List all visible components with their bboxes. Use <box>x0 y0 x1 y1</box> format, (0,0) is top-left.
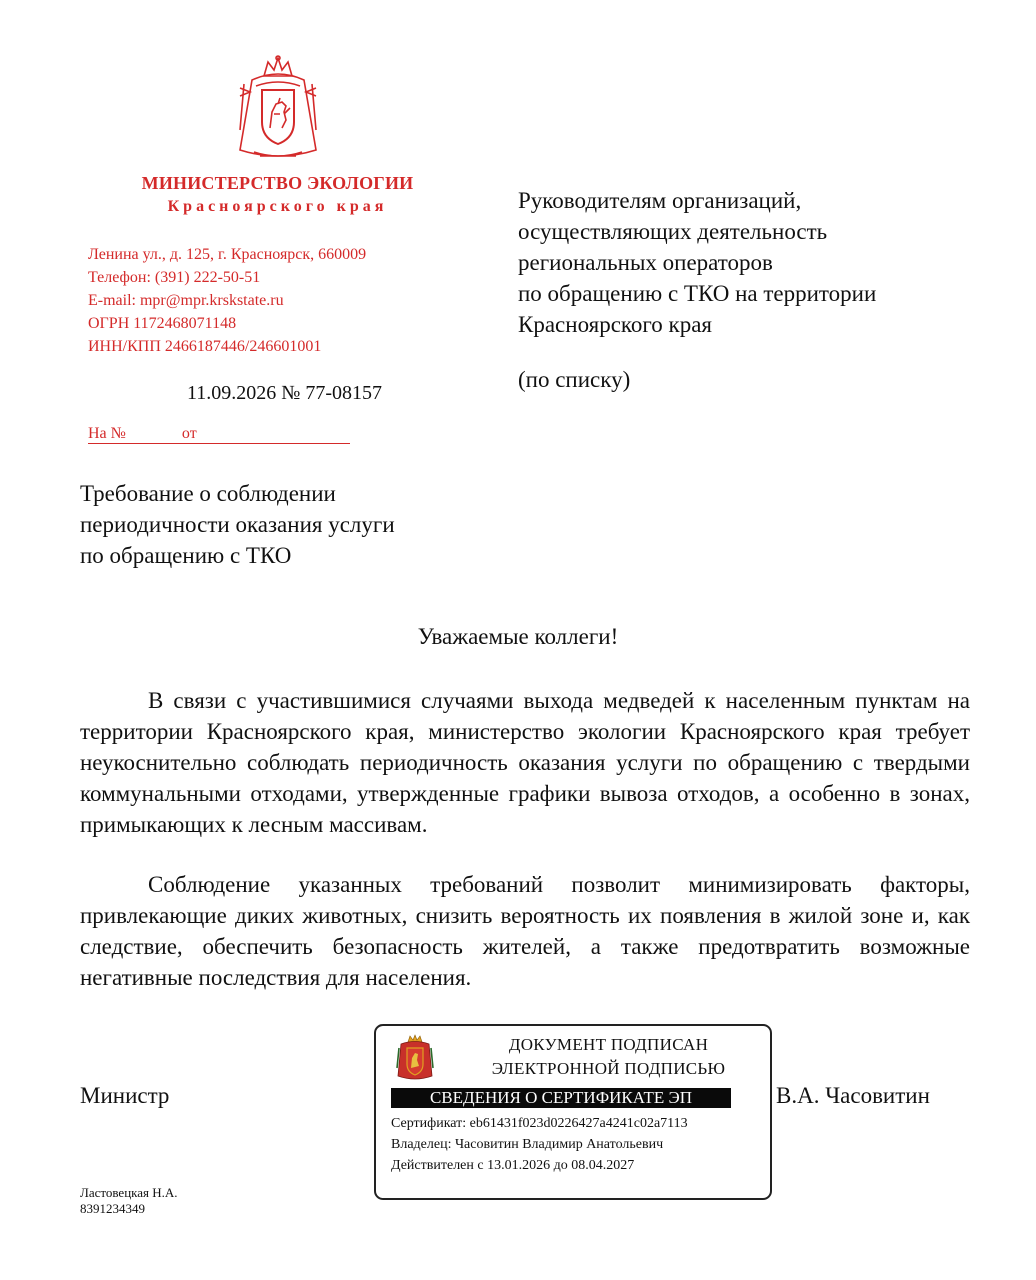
executor-phone: 8391234349 <box>80 1201 145 1216</box>
reply-reference: На № от <box>88 425 350 444</box>
signer-name: В.А. Часовитин <box>776 1083 930 1108</box>
address-line: Ленина ул., д. 125, г. Красноярск, 660009 <box>88 246 367 263</box>
signer-title: Министр <box>80 1083 170 1108</box>
stamp-heading: ДОКУМЕНТ ПОДПИСАН <box>508 1035 709 1054</box>
stamp-coat-of-arms-icon <box>396 1034 434 1082</box>
subject-block <box>80 478 500 571</box>
ogrn-line: ОГРН 1172468071148 <box>88 315 237 332</box>
stamp-certificate: Сертификат: eb61431f023d0226427a4241c02a7113 <box>391 1116 688 1131</box>
subject-line: по обращению с ТКО <box>80 543 292 568</box>
e-signature-stamp <box>374 1024 772 1200</box>
registration-number: 11.09.2026 № 77-08157 <box>187 382 382 404</box>
body-paragraph: Соблюдение указанных требований позволит минимизировать факторы, привлекающие диких животных, снизить вероятность их появления в жилой зоне и, как следствие, обеспечить безопасность жителей, а также предотвратить возможные негативные последствия для населения. <box>80 872 970 990</box>
addressee-line: региональных операторов <box>518 250 773 275</box>
org-region: Красноярского края <box>167 198 388 215</box>
inn-kpp-line: ИНН/КПП 2466187446/246601001 <box>88 338 322 355</box>
addressee-line: Красноярского края <box>518 312 712 337</box>
stamp-heading: ЭЛЕКТРОННОЙ ПОДПИСЬЮ <box>491 1059 726 1078</box>
executor-name: Ластовецкая Н.А. <box>80 1185 178 1200</box>
salutation: Уважаемые коллеги! <box>417 624 619 649</box>
stamp-validity: Действителен с 13.01.2026 до 08.04.2027 <box>391 1158 635 1173</box>
body-paragraph: В связи с участившимися случаями выхода медведей к населенным пунктам на территории Красноярского края, министерство экологии Красноярского края требует неукоснительно соблюдать периодичность оказания услуги по обращению с твердыми коммунальными отходами, утвержденные графики вывоза отходов, а особенно в зонах, примыкающих к лесным массивам. <box>80 688 970 837</box>
coat-of-arms-icon <box>234 54 322 164</box>
email-line: E-mail: mpr@mpr.krskstate.ru <box>88 292 284 309</box>
stamp-owner: Владелец: Часовитин Владимир Анатольевич <box>391 1137 664 1152</box>
addressee-line: осуществляющих деятельность <box>518 219 828 244</box>
stamp-certificate-bar: СВЕДЕНИЯ О СЕРТИФИКАТЕ ЭП <box>391 1088 731 1108</box>
subject-line: Требование о соблюдении <box>80 481 336 506</box>
subject-line: периодичности оказания услуги <box>80 512 395 537</box>
addressee-line: Руководителям организаций, <box>518 188 802 213</box>
addressee-line: по обращению с ТКО на территории <box>518 281 877 306</box>
executor-block <box>80 1185 178 1217</box>
phone-line: Телефон: (391) 222-50-51 <box>88 269 261 286</box>
addressee-block <box>518 185 988 340</box>
org-name: МИНИСТЕРСТВО ЭКОЛОГИИ <box>141 173 414 193</box>
addressee-note: (по списку) <box>518 367 631 392</box>
contact-block <box>88 243 366 358</box>
